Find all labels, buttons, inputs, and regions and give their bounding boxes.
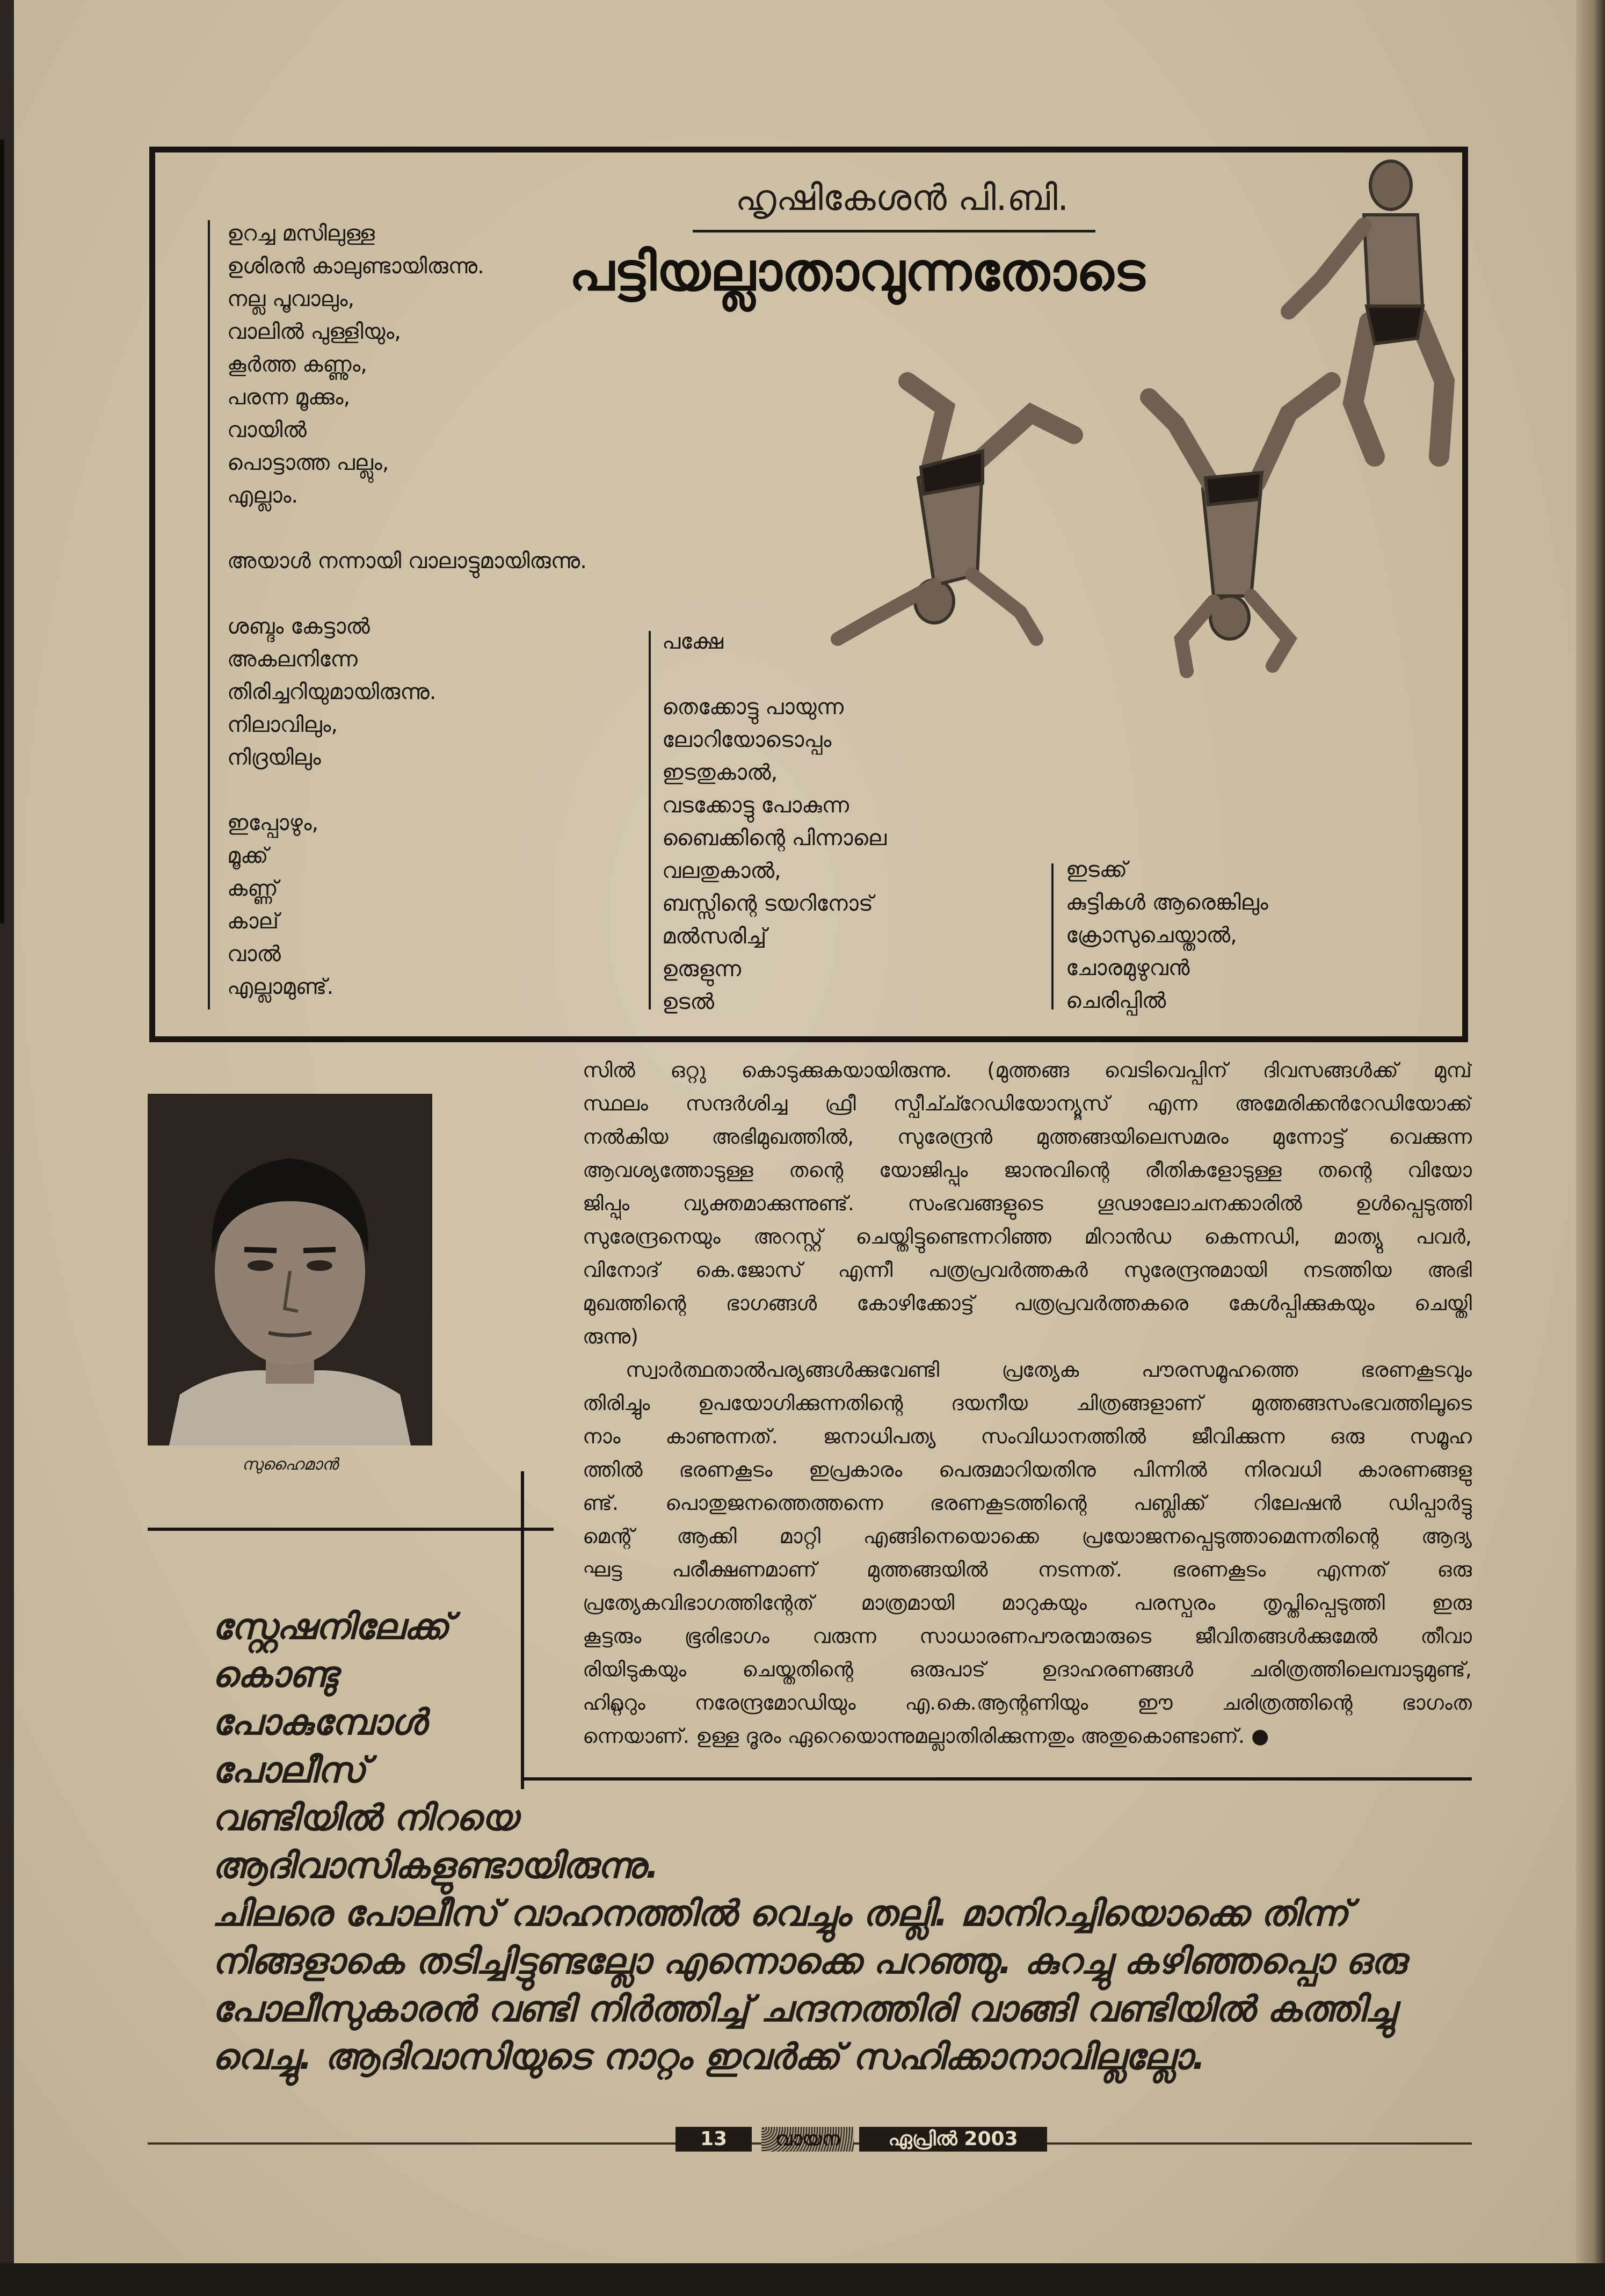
body-line: മെന്റ് ആക്കി മാറ്റി എങ്ങിനെയൊക്കെ പ്രയോജനപ്പെടുത്താമെന്നതിന്റെ ആദ്യ [583, 1524, 1472, 1548]
body-line: സ്ഥലം സന്ദർശിച്ച ഫ്രീ സ്പീച്ച്റേഡിയോന്യൂസ് എന്ന അമേരിക്കൻറേഡിയോക്ക് [583, 1092, 1472, 1115]
poem-line: ബസ്സിന്റെ ടയറിനോട് [662, 891, 874, 916]
photo-caption: സുഹൈമാൻ [242, 1455, 338, 1474]
poem-line: അകലനിന്നേ [227, 647, 358, 672]
pull-quote-line: വണ്ടിയിൽ നിറയെ [212, 1797, 518, 1839]
poem-line: ശബ്ദം കേട്ടാൽ [227, 614, 370, 639]
poem-line: വടക്കോട്ടു പോകുന്ന [662, 793, 849, 818]
body-line: നാം കാണുന്നത്. ജനാധിപത്യ സംവിധാനത്തിൽ ജീവിക്കുന്ന ഒരു സമൂഹ [583, 1425, 1472, 1448]
body-line: പ്രത്യേകവിഭാഗത്തിന്റേത് മാത്രമായി മാറുകയും പരസ്പരം തൃപ്തിപ്പെടുത്തി ഇരു [583, 1591, 1472, 1615]
poem-line: മൽസരിച്ച് [662, 924, 767, 949]
poem-column-rule [208, 220, 210, 1009]
pull-quote-line: വെച്ചു. ആദിവാസിയുടെ നാറ്റം ഇവർക്ക് സഹിക്കാനാവില്ലല്ലോ. [212, 2036, 1206, 2077]
page-bottom-edge [0, 2263, 1605, 2296]
poem-line: കണ്ണ് [227, 876, 278, 901]
page-right-edge [1576, 0, 1605, 2296]
poem-stanza [227, 545, 587, 578]
pull-quote-line: കൊണ്ടു [212, 1654, 337, 1695]
poem-column-3 [1066, 854, 1268, 1018]
body-line: നൽകിയ അഭിമുഖത്തിൽ, സുരേന്ദ്രൻ മുത്തങ്ങയിലെസമരം മുന്നോട്ട് വെക്കുന്ന [583, 1125, 1472, 1149]
poem-stanza [662, 691, 887, 1019]
poem-line: വാലിൽ പുള്ളിയും, [227, 319, 401, 344]
poem-title: പട്ടിയല്ലാതാവുന്നതോടെ [569, 242, 1145, 303]
poem-column-1 [227, 217, 587, 1004]
poem-line: കുട്ടികൾ ആരെങ്കിലും [1066, 890, 1268, 915]
body-line: ജിപ്പും വ്യക്തമാക്കുന്നുണ്ട്. സംഭവങ്ങളുടെ ഗൂഢാലോചനക്കാരിൽ ഉൾപ്പെടുത്തി [583, 1191, 1472, 1215]
issue-date: ഏപ്രിൽ 2003 [859, 2127, 1047, 2152]
poem-line: ബൈക്കിന്റെ പിന്നാലെ [662, 826, 887, 851]
poem-line: ഉറച്ച മസിലുള്ള [227, 221, 375, 246]
poem-line: അയാൾ നന്നായി വാലാട്ടുമായിരുന്നു. [227, 549, 587, 573]
poem-line: എല്ലാമുണ്ട്. [227, 975, 334, 999]
poem-column-rule [1051, 863, 1054, 1009]
poem-line: പരന്ന മൂക്കും, [227, 385, 351, 410]
poem-line: ഇപ്പോഴും, [227, 811, 319, 835]
poem-column-rule [649, 631, 651, 1009]
poem-line: കാല് [227, 909, 279, 934]
poem-line: നല്ല പൂവാലും, [227, 287, 355, 311]
body-line: ആവശ്യത്തോടുള്ള തന്റെ യോജിപ്പും ജാനുവിന്റെ രീതികളോടുള്ള തന്റെ വിയോ [583, 1158, 1472, 1182]
divider-horizontal [148, 1528, 554, 1531]
poem-line: കൂർത്ത കണ്ണും, [227, 352, 367, 377]
poem-author: ഹൃഷികേശൻ പി.ബി. [735, 177, 1069, 219]
body-line: കൂട്ടരും ഭൂരിഭാഗം വരുന്ന സാധാരണപൗരന്മാരുടെ ജീവിതങ്ങൾക്കുമേൽ തീവാ [583, 1624, 1472, 1648]
body-line: ന്നെയാണ്. ഉള്ള ദൂരം ഏറെയൊന്നുമല്ലാതിരിക്കുന്നതും അതുകൊണ്ടാണ്. ● [583, 1724, 1269, 1748]
poem-line: പൊട്ടാത്ത പല്ലും, [227, 451, 389, 475]
body-line: സുരേന്ദ്രനെയും അറസ്റ്റ് ചെയ്തിട്ടുണ്ടെന്നറിഞ്ഞ മിറാൻഡ കെന്നഡി, മാത്യു പവർ, [583, 1225, 1472, 1248]
portrait-image [148, 1094, 432, 1445]
poem-stanza [1066, 854, 1268, 1018]
body-line: ത്തിൽ ഭരണകൂടം ഇപ്രകാരം പെരുമാറിയതിനു പിന്നിൽ നിരവധി കാരണങ്ങളു [583, 1458, 1472, 1481]
author-photo [148, 1094, 432, 1445]
pull-quote-line: സ്റ്റേഷനിലേക്ക് [212, 1606, 449, 1647]
body-line: രുന്നു) [583, 1325, 638, 1348]
acrobat-figure-standing [1289, 161, 1444, 456]
poem-line: വാൽ [227, 942, 281, 967]
acrobat-figure-middle [1149, 381, 1332, 671]
body-line: സിൽ ഒറ്റു കൊടുക്കുകയായിരുന്നു. (മുത്തങ്ങ വെടിവെപ്പിന് ദിവസങ്ങൾക്ക് മുമ്പ് [583, 1058, 1472, 1082]
poem-line: ചോരമുഴുവൻ [1066, 956, 1190, 980]
body-line: ഹിറ്റ്ലറും നരേന്ദ്രമോഡിയും എ.കെ.ആന്റണിയും ഈ ചരിത്രത്തിന്റെ ഭാഗംത [583, 1691, 1472, 1714]
poem-line: പക്ഷേ [662, 629, 724, 654]
poem-line: നിലാവിലും, [227, 713, 338, 737]
body-line: മുഖത്തിന്റെ ഭാഗങ്ങൾ കോഴിക്കോട്ട് പത്രപ്രവർത്തകരെ കേൾപ്പിക്കുകയും ചെയ്തി [583, 1291, 1472, 1315]
poem-line: എല്ലാം. [227, 483, 299, 508]
body-line: സ്വാർത്ഥതാൽപര്യങ്ങൾക്കുവേണ്ടി പ്രത്യേക പൗരസമൂഹത്തെ ഭരണകൂടവും [626, 1358, 1472, 1382]
poem-stanza [227, 807, 587, 1004]
poem-line: ചെരിപ്പിൽ [1066, 989, 1166, 1013]
acrobat-figure-left [838, 381, 1074, 639]
pull-quote-line: പോലീസുകാരൻ വണ്ടി നിർത്തിച്ച് ചന്ദനത്തിരി വാങ്ങി വണ്ടിയിൽ കത്തിച്ചു [212, 1988, 1396, 2030]
poem-line: ഉശിരൻ കാലുണ്ടായിരുന്നു. [227, 254, 484, 279]
acrobat-illustration [805, 156, 1466, 736]
poem-column-2 [662, 626, 887, 1019]
page-binding-edge [0, 140, 4, 924]
poem-line: വലതുകാൽ, [662, 859, 781, 883]
poem-line: വായിൽ [227, 418, 307, 442]
poem-line: ഇടക്ക് [1066, 858, 1128, 882]
poem-line: ഇടതുകാൽ, [662, 760, 778, 785]
pull-quote-line: ചിലരെ പോലീസ് വാഹനത്തിൽ വെച്ചും തല്ലി. മാനിറച്ചിയൊക്കെ തിന്ന് [212, 1893, 1349, 1934]
poem-stanza [227, 611, 587, 774]
page-number: 13 [676, 2127, 752, 2152]
poem-stanza [227, 217, 587, 512]
pull-quote [212, 1603, 1406, 2081]
body-line: വിനോദ് കെ.ജോസ് എന്നീ പത്രപ്രവർത്തകർ സുരേന്ദ്രനുമായി നടത്തിയ അഭി [583, 1258, 1472, 1282]
poem-line: ക്രോസുചെയ്താൽ, [1066, 923, 1237, 948]
body-line: ണ്ട്. പൊതുജനത്തെത്തന്നെ ഭരണകൂടത്തിന്റെ പബ്ലിക്ക് റിലേഷൻ ഡിപ്പാർട്ടു [583, 1491, 1472, 1515]
magazine-name: വായന [761, 2127, 854, 2152]
poem-line: ഉടൽ [662, 990, 714, 1014]
pull-quote-line: പോകുമ്പോൾ [212, 1702, 427, 1743]
pull-quote-line: നിങ്ങളാകെ തടിച്ചിട്ടുണ്ടല്ലോ എന്നൊക്കെ പറഞ്ഞു. കുറച്ചു കഴിഞ്ഞപ്പൊ ഒരു [212, 1941, 1406, 1982]
poem-stanza [662, 626, 887, 658]
body-line: ഘട്ട പരീക്ഷണമാണ് മുത്തങ്ങയിൽ നടന്നത്. ഭരണകൂടം എന്നത് ഒരു [583, 1558, 1472, 1581]
poem-line: തിരിച്ചറിയുമായിരുന്നു. [227, 680, 437, 704]
pull-quote-line: പോലീസ് [212, 1749, 366, 1791]
poem-line: തെക്കോട്ടു പായുന്ന [662, 695, 844, 720]
body-line: രിയിടുകയും ചെയ്തതിന്റെ ഒരുപാട് ഉദാഹരണങ്ങൾ ചരിത്രത്തിലെമ്പാടുമുണ്ട്, [583, 1658, 1472, 1681]
poem-line: ലോറിയോടൊപ്പം [662, 728, 832, 752]
body-line: തിരിച്ചും ഉപയോഗിക്കുന്നതിന്റെ ദയനീയ ചിത്രങ്ങളാണ് മുത്തങ്ങസംഭവത്തിലൂടെ [583, 1391, 1472, 1415]
pull-quote-line: ആദിവാസികളുണ്ടായിരുന്നു. [212, 1845, 659, 1886]
poem-line: മൂക്ക് [227, 844, 268, 868]
poem-line: നിദ്രയിലും [227, 745, 321, 770]
poem-line: ഉരുളുന്ന [662, 957, 742, 982]
